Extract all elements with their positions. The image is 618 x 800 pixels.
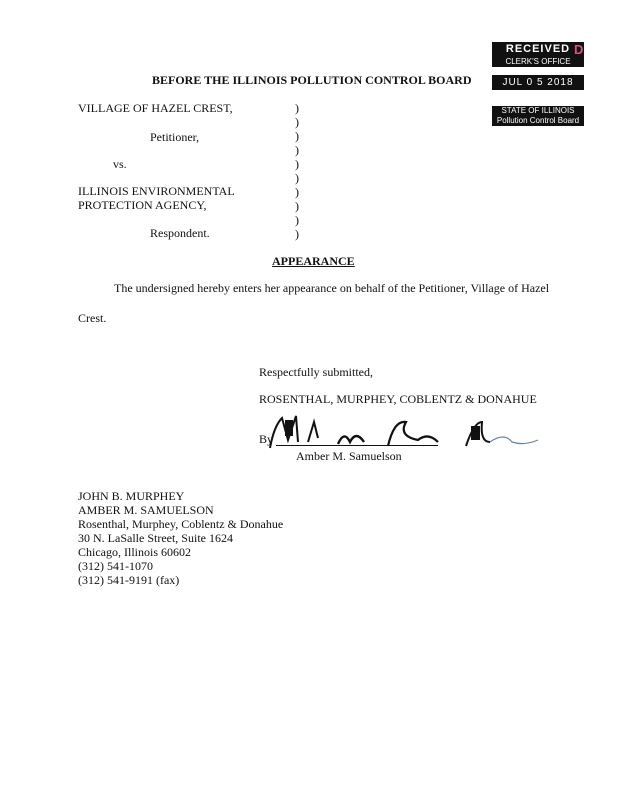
stamp-date-text: JUL 0 5 2018 xyxy=(492,75,584,90)
stamp-received-text: RECEIVED xyxy=(492,42,584,56)
caption-paren: ) xyxy=(295,101,299,115)
caption-paren: ) xyxy=(295,199,299,213)
received-stamp xyxy=(492,42,584,92)
by-label: By xyxy=(259,432,274,446)
caption-paren: ) xyxy=(295,129,299,143)
caption-paren: ) xyxy=(295,227,299,241)
firm-name: ROSENTHAL, MURPHEY, COBLENTZ & DONAHUE xyxy=(259,392,537,406)
court-title: BEFORE THE ILLINOIS POLLUTION CONTROL BOARD xyxy=(152,73,472,87)
contact-phone: (312) 541-1070 xyxy=(78,559,153,573)
caption-paren: ) xyxy=(295,143,299,157)
caption-role-petitioner: Petitioner, xyxy=(150,130,200,144)
caption-role-respondent: Respondent. xyxy=(150,226,210,240)
caption-party-respondent-line1: ILLINOIS ENVIRONMENTAL xyxy=(78,184,235,198)
caption-paren: ) xyxy=(295,171,299,185)
contact-fax: (312) 541-9191 (fax) xyxy=(78,573,180,587)
signer-name: Amber M. Samuelson xyxy=(296,449,402,463)
stamp-state-text: STATE OF ILLINOIS xyxy=(492,106,584,116)
contact-street: 30 N. LaSalle Street, Suite 1624 xyxy=(78,531,233,545)
stamp-board-text: Pollution Control Board xyxy=(492,116,584,126)
caption-paren: ) xyxy=(295,157,299,171)
contact-city: Chicago, Illinois 60602 xyxy=(78,545,191,559)
caption-versus: vs. xyxy=(113,157,127,171)
caption-paren: ) xyxy=(295,115,299,129)
caption-party-petitioner: VILLAGE OF HAZEL CREST, xyxy=(78,101,233,115)
handwritten-signature xyxy=(268,412,548,452)
contact-name-2: AMBER M. SAMUELSON xyxy=(78,503,214,517)
body-line-1: The undersigned hereby enters her appearance on behalf of the Petitioner, Village of Hazel xyxy=(114,281,550,295)
stamp-mark: D xyxy=(574,42,584,57)
caption-paren: ) xyxy=(295,185,299,199)
contact-firm: Rosenthal, Murphey, Coblentz & Donahue xyxy=(78,517,284,531)
stamp-office-text: CLERK'S OFFICE xyxy=(492,56,584,67)
document-title: APPEARANCE xyxy=(272,254,355,268)
body-line-2: Crest. xyxy=(78,311,107,325)
caption-party-respondent-line2: PROTECTION AGENCY, xyxy=(78,198,207,212)
contact-name-1: JOHN B. MURPHEY xyxy=(78,489,185,503)
caption-paren: ) xyxy=(295,213,299,227)
closing: Respectfully submitted, xyxy=(259,365,373,379)
